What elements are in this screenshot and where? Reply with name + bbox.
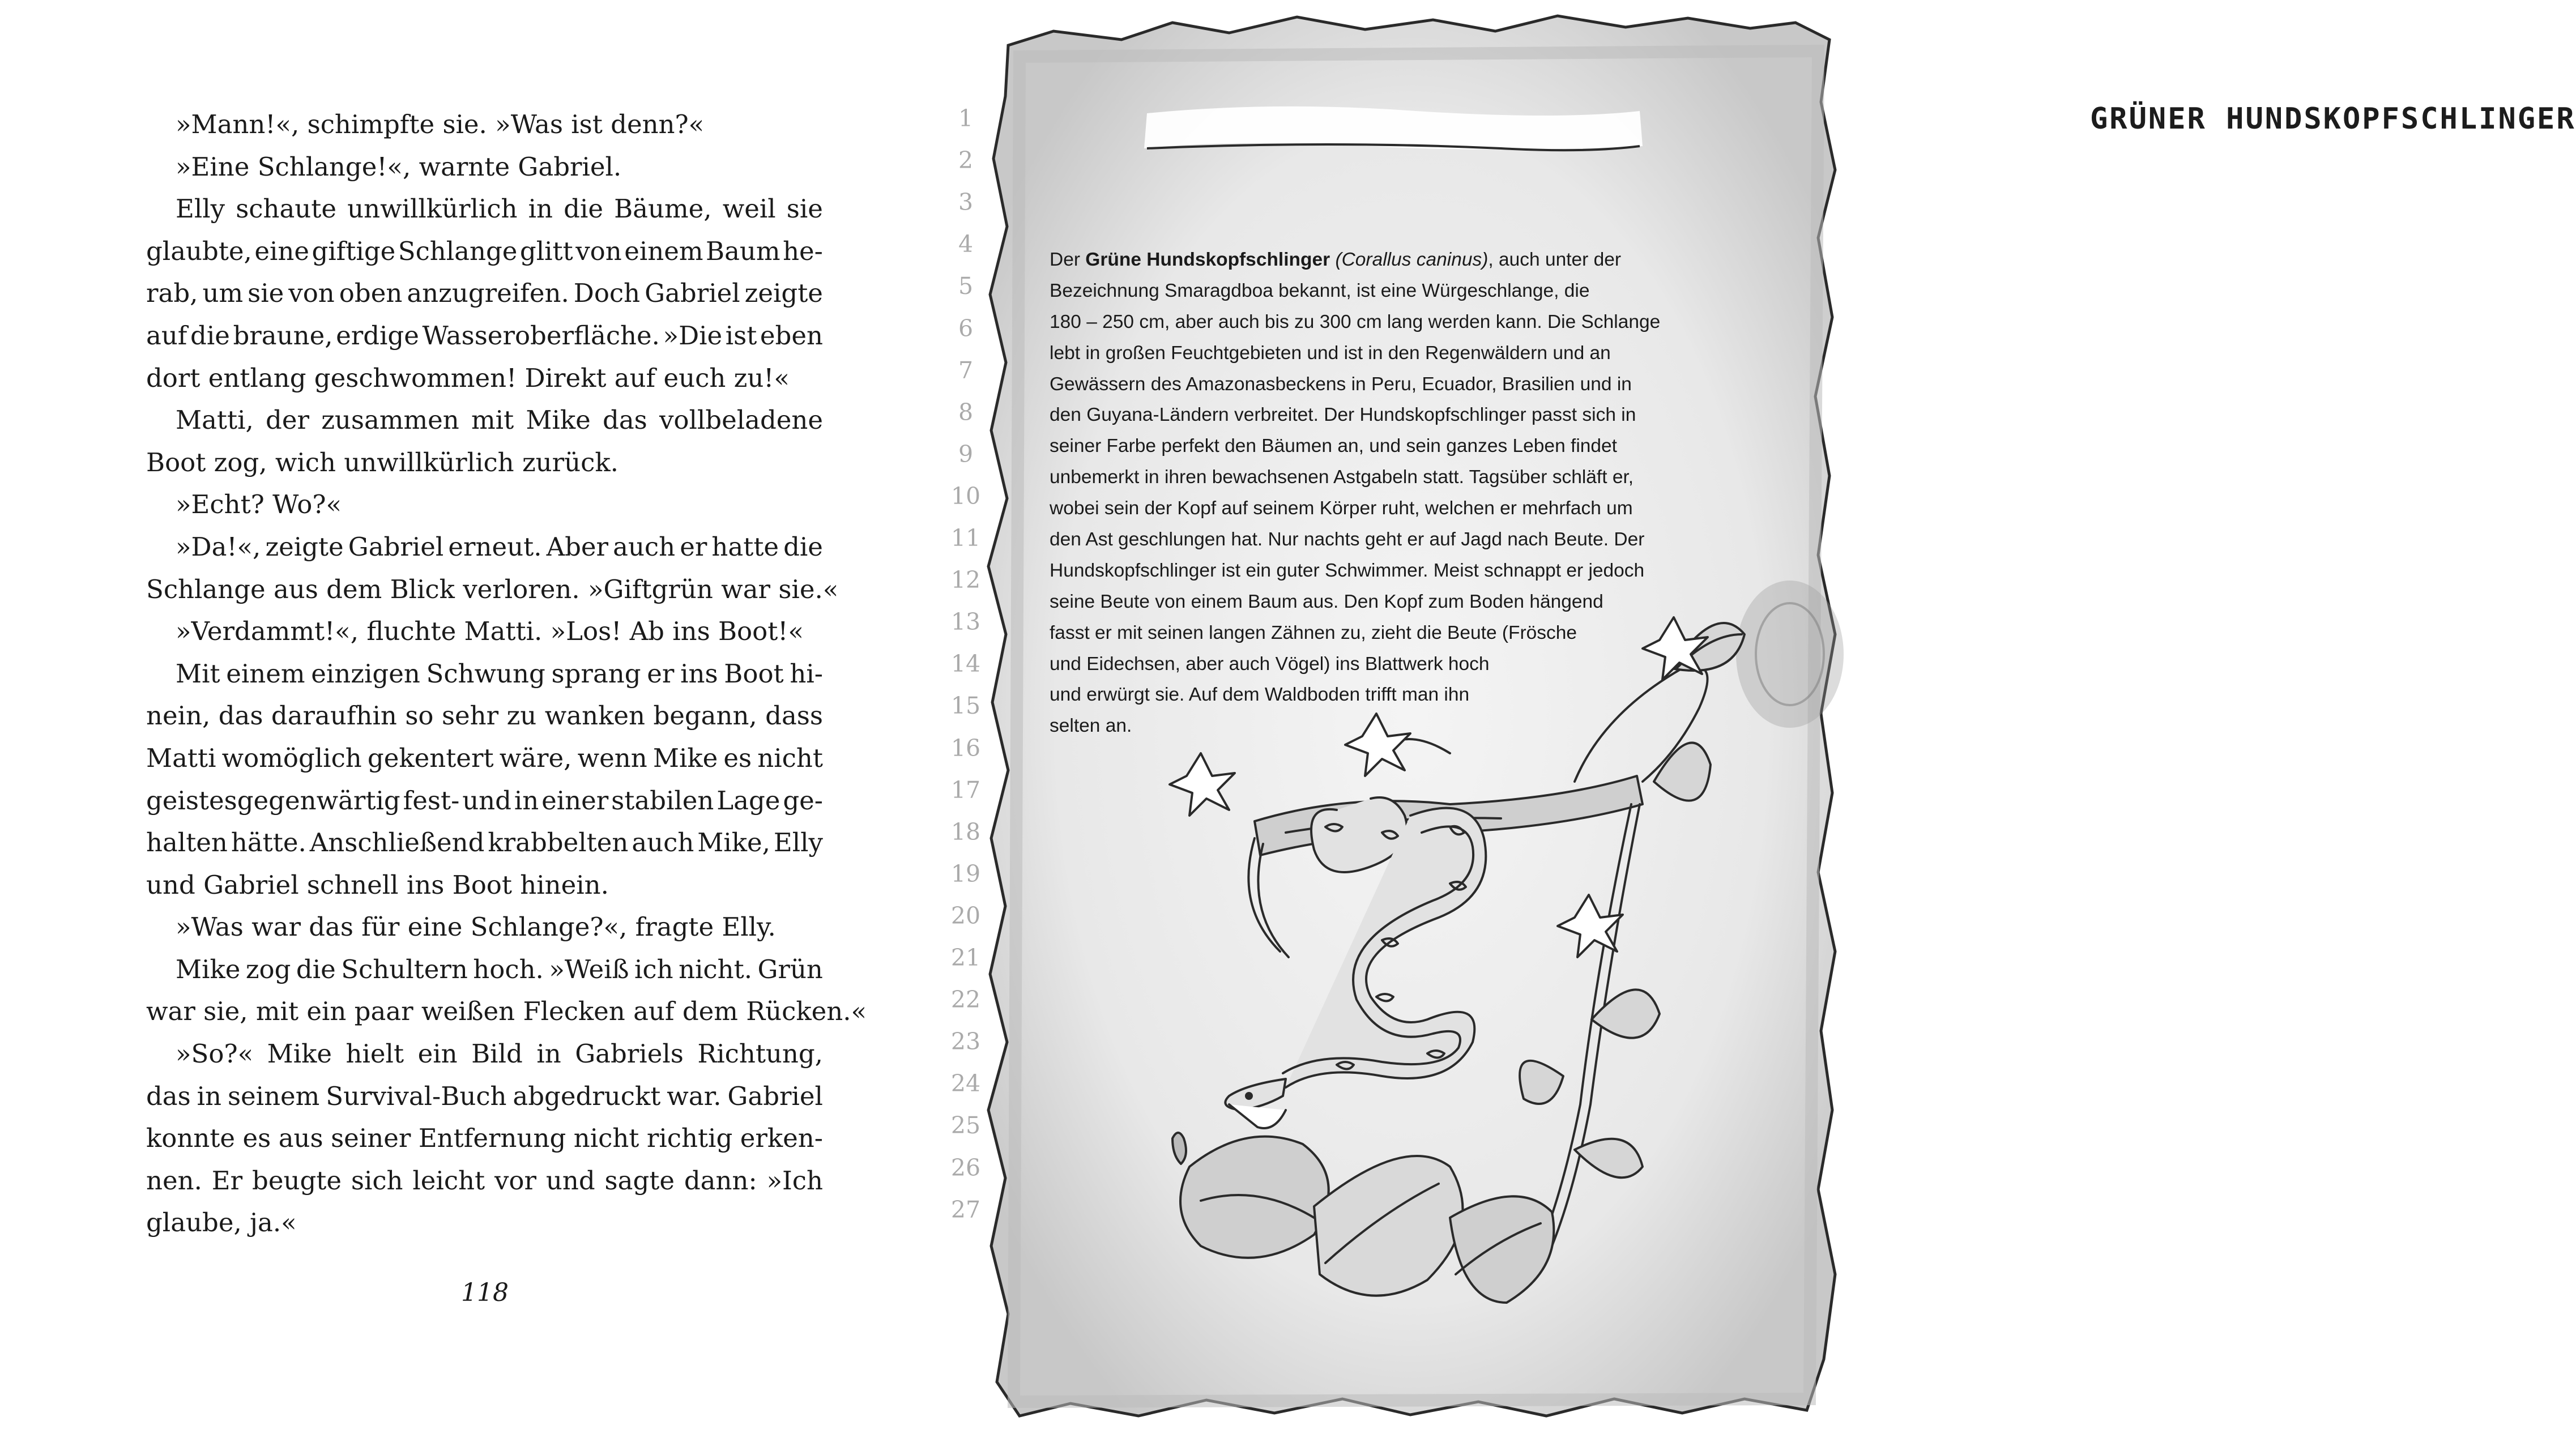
line-number: 21: [950, 944, 981, 971]
info-box-text: [1050, 245, 1729, 742]
line-number: 26: [950, 1154, 981, 1181]
info-text-line: Hundskopfschlinger ist ein guter Schwimmer. Meist schnappt er jedoch: [1050, 560, 1645, 581]
story-line: »Eine Schlange!«, warnte Gabriel.: [176, 151, 622, 182]
line-number: 14: [950, 650, 981, 678]
line-number: 18: [950, 818, 981, 846]
info-text-line: und erwürgt sie. Auf dem Waldboden trifft man ihn: [1050, 684, 1470, 706]
story-line: rab, um sie von oben anzugreifen. Doch Gabriel zeigte: [146, 278, 823, 309]
line-number: 17: [950, 776, 981, 804]
story-line: halten hätte. Anschließend krabbelten auch Mike, Elly: [146, 827, 823, 858]
line-number: 7: [958, 356, 974, 384]
story-line: Matti womöglich gekentert wäre, wenn Mike es nicht: [146, 743, 823, 773]
story-line: nen. Er beugte sich leicht vor und sagte dann: »Ich: [146, 1165, 823, 1196]
info-text-line: den Ast geschlungen hat. Nur nachts geht er auf Jagd nach Beute. Der: [1050, 529, 1645, 551]
story-line: Matti, der zusammen mit Mike das vollbeladene: [176, 405, 823, 436]
story-line: Elly schaute unwillkürlich in die Bäume, weil sie: [176, 194, 823, 224]
info-box-title: GRÜNER HUNDSKOPFSCHLINGER: [2090, 102, 2576, 136]
info-text-line: selten an.: [1050, 715, 1132, 737]
info-text-line: seiner Farbe perfekt den Bäumen an, und sein ganzes Leben findet: [1050, 436, 1617, 457]
line-number: 16: [950, 734, 981, 762]
info-text-line: 180 – 250 cm, aber auch bis zu 300 cm lang werden kann. Die Schlange: [1050, 311, 1661, 332]
line-number: 11: [950, 524, 981, 552]
line-number: 24: [950, 1070, 981, 1098]
line-number: 27: [950, 1196, 981, 1223]
story-line: »Mann!«, schimpfte sie. »Was ist denn?«: [176, 109, 705, 139]
story-line: Schlange aus dem Blick verloren. »Giftgrün war sie.«: [146, 574, 839, 604]
info-text-line: unbemerkt in ihren bewachsenen Astgabeln statt. Tagsüber schläft er,: [1050, 467, 1634, 488]
line-number: 4: [958, 231, 974, 258]
story-line: Boot zog, wich unwillkürlich zurück.: [146, 447, 619, 477]
story-line: Mit einem einzigen Schwung sprang er ins Boot hi-: [176, 658, 823, 689]
line-number: 2: [958, 147, 974, 174]
story-line: nein, das daraufhin so sehr zu wanken begann, dass: [146, 701, 823, 731]
story-line: auf die braune, erdige Wasseroberfläche. »Die ist eben: [146, 320, 823, 351]
line-number: 25: [950, 1112, 981, 1140]
line-number: 1: [958, 105, 974, 132]
story-line: glaube, ja.«: [146, 1207, 297, 1238]
info-text-line: den Guyana-Ländern verbreitet. Der Hundskopfschlinger passt sich in: [1050, 404, 1636, 426]
line-number: 20: [950, 902, 981, 929]
info-text-line: seine Beute von einem Baum aus. Den Kopf zum Boden hängend: [1050, 591, 1603, 612]
left-page: [0, 0, 935, 1438]
story-line: war sie, mit ein paar weißen Flecken auf dem Rücken.«: [146, 996, 867, 1027]
story-line: das in seinem Survival-Buch abgedruckt war. Gabriel: [146, 1081, 823, 1111]
info-text-line: fasst er mit seinen langen Zähnen zu, zieht die Beute (Frösche: [1050, 622, 1577, 643]
page-number: 118: [461, 1278, 509, 1307]
story-line: »Verdammt!«, fluchte Matti. »Los! Ab ins Boot!«: [176, 616, 804, 647]
story-line: »Was war das für eine Schlange?«, fragte Elly.: [176, 912, 776, 942]
line-number: 6: [958, 314, 974, 342]
story-line: »So?« Mike hielt ein Bild in Gabriels Richtung,: [176, 1039, 823, 1069]
story-line: »Echt? Wo?«: [176, 489, 342, 520]
story-text: [146, 104, 867, 1244]
line-number: 15: [950, 692, 981, 720]
line-number: 22: [950, 986, 981, 1014]
story-line: geistesgegenwärtig fest- und in einer stabilen Lage ge-: [146, 785, 823, 816]
line-number: 23: [950, 1028, 981, 1056]
faded-line-numbers: [935, 0, 997, 1438]
story-line: glaubte, eine giftige Schlange glitt von einem Baum he-: [146, 236, 823, 266]
line-number: 3: [958, 189, 974, 216]
info-text-line: Der Grüne Hundskopfschlinger (Corallus caninus), auch unter der: [1050, 249, 1622, 270]
story-line: dort entlang geschwommen! Direkt auf euch zu!«: [146, 362, 790, 393]
line-number: 19: [950, 860, 981, 887]
info-text-line: lebt in großen Feuchtgebieten und ist in den Regenwäldern und an: [1050, 342, 1611, 364]
info-text-line: und Eidechsen, aber auch Vögel) ins Blattwerk hoch: [1050, 653, 1490, 675]
line-number: 9: [958, 440, 974, 468]
line-number: 5: [958, 272, 974, 300]
line-number: 8: [958, 398, 974, 426]
info-text-line: Gewässern des Amazonasbeckens in Peru, Ecuador, Brasilien und in: [1050, 373, 1632, 395]
story-line: »Da!«, zeigte Gabriel erneut. Aber auch er hatte die: [176, 531, 823, 562]
line-number: 13: [950, 608, 981, 636]
info-text-line: Bezeichnung Smaragdboa bekannt, ist eine Würgeschlange, die: [1050, 280, 1590, 301]
story-line: Mike zog die Schultern hoch. »Weiß ich nicht. Grün: [176, 954, 823, 984]
line-number: 10: [950, 482, 981, 510]
line-number: 12: [950, 566, 981, 594]
story-line: und Gabriel schnell ins Boot hinein.: [146, 869, 609, 900]
story-line: konnte es aus seiner Entfernung nicht richtig erken-: [146, 1123, 823, 1154]
info-text-line: wobei sein der Kopf auf seinem Körper ruht, welchen er mehrfach um: [1050, 498, 1633, 519]
